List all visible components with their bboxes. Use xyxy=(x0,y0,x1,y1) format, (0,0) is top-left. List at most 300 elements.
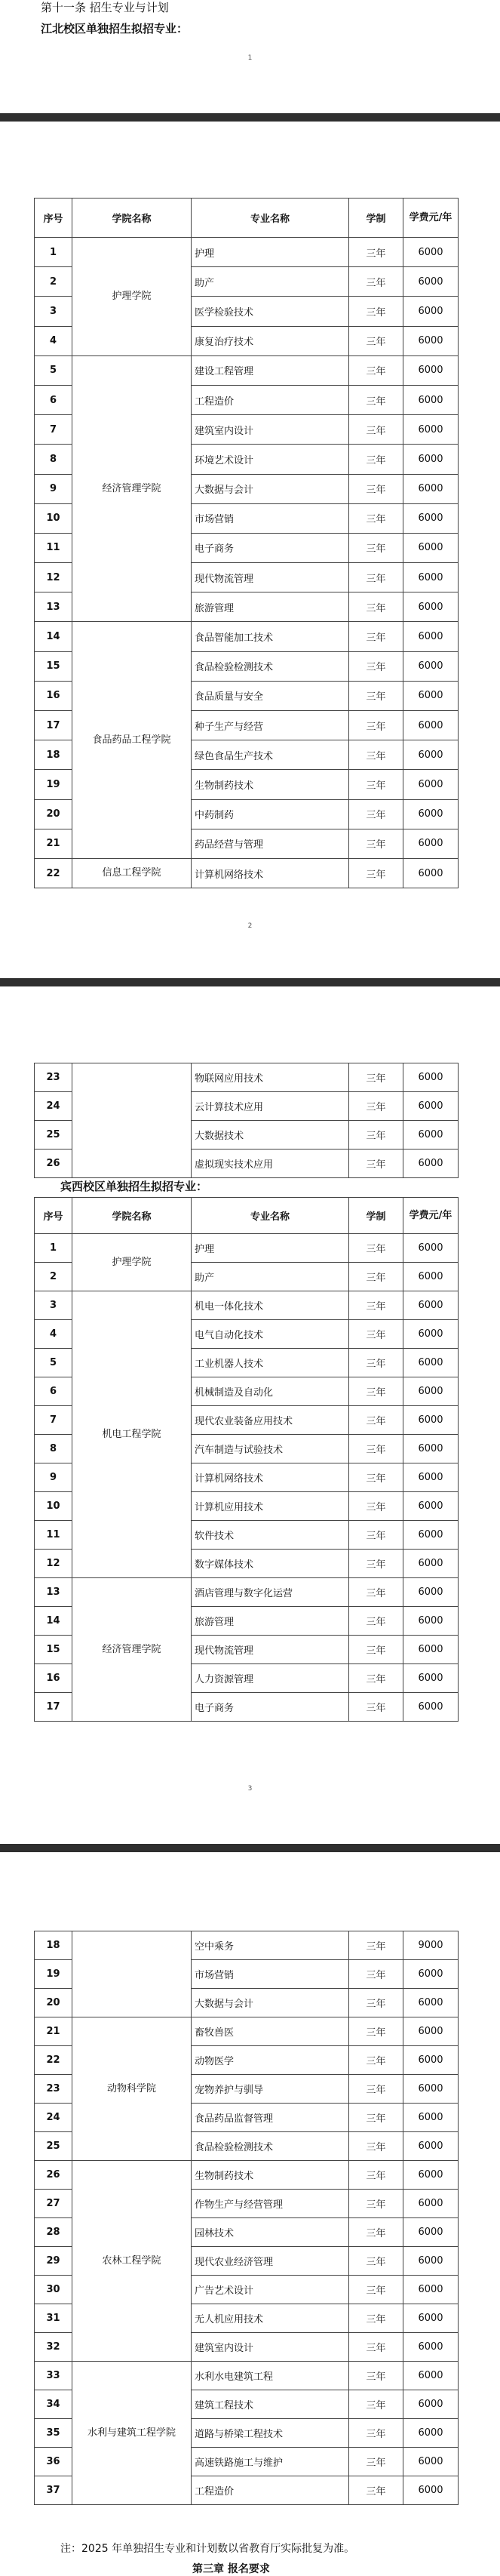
row-number: 5 xyxy=(35,355,72,385)
duration: 三年 xyxy=(349,1291,403,1320)
row-number: 22 xyxy=(35,2046,72,2075)
table-row xyxy=(35,858,459,888)
row-number: 23 xyxy=(35,2075,72,2104)
duration: 三年 xyxy=(349,2218,403,2247)
tuition-fee: 6000 xyxy=(403,740,459,770)
duration: 三年 xyxy=(349,2247,403,2276)
college-name: 食品药品工程学院 xyxy=(72,622,192,859)
major-name: 医学检验技术 xyxy=(192,297,349,326)
major-name: 宠物养护与驯导 xyxy=(192,2075,349,2104)
major-name: 无人机应用技术 xyxy=(192,2304,349,2333)
row-number: 16 xyxy=(35,681,72,710)
major-name: 药品经营与管理 xyxy=(192,829,349,858)
table-row xyxy=(35,1291,459,1320)
tuition-fee: 6000 xyxy=(403,415,459,445)
row-number: 19 xyxy=(35,1960,72,1989)
major-table-binxi-continued xyxy=(34,1931,459,2505)
table-row xyxy=(35,2161,459,2190)
duration: 三年 xyxy=(349,355,403,385)
row-number: 1 xyxy=(35,1234,72,1263)
tuition-fee: 6000 xyxy=(403,2075,459,2104)
major-table-jiangbei xyxy=(34,198,459,888)
tuition-fee: 6000 xyxy=(403,2333,459,2362)
duration: 三年 xyxy=(349,1960,403,1989)
table-row xyxy=(35,622,459,651)
college-name: 动物科学院 xyxy=(72,2017,192,2161)
major-name: 食品检验检测技术 xyxy=(192,651,349,681)
row-number: 33 xyxy=(35,2362,72,2390)
tuition-fee: 6000 xyxy=(403,1636,459,1664)
row-number: 6 xyxy=(35,385,72,414)
tuition-fee: 6000 xyxy=(403,2218,459,2247)
row-number: 3 xyxy=(35,297,72,326)
duration: 三年 xyxy=(349,592,403,622)
tuition-fee: 6000 xyxy=(403,1492,459,1521)
tuition-fee: 6000 xyxy=(403,799,459,829)
row-number: 7 xyxy=(35,415,72,445)
duration: 三年 xyxy=(349,1636,403,1664)
major-name: 食品药品监督管理 xyxy=(192,2104,349,2132)
row-number: 8 xyxy=(35,445,72,474)
duration: 三年 xyxy=(349,2276,403,2304)
tuition-fee: 6000 xyxy=(403,829,459,858)
major-name: 旅游管理 xyxy=(192,1607,349,1636)
table-row xyxy=(35,1063,459,1092)
page-divider xyxy=(0,1844,500,1852)
duration: 三年 xyxy=(349,503,403,533)
tuition-fee: 6000 xyxy=(403,1578,459,1607)
row-number: 5 xyxy=(35,1349,72,1377)
major-table-binxi xyxy=(34,1197,459,1722)
major-name: 助产 xyxy=(192,1263,349,1291)
duration: 三年 xyxy=(349,2390,403,2419)
header-fee-label: 学费元/年 xyxy=(409,211,452,223)
major-name: 水利水电建筑工程 xyxy=(192,2362,349,2390)
campus-heading-binxi: 宾西校区单独招生拟招专业： xyxy=(60,1180,208,1193)
table-header-row xyxy=(35,1198,459,1234)
duration: 三年 xyxy=(349,2017,403,2046)
table-row xyxy=(35,1931,459,1960)
tuition-fee: 6000 xyxy=(403,1092,459,1121)
major-name: 生物制药技术 xyxy=(192,770,349,799)
duration: 三年 xyxy=(349,1320,403,1349)
major-table-jiangbei-continued xyxy=(34,1063,459,1178)
header-fee xyxy=(403,1198,459,1234)
tuition-fee: 6000 xyxy=(403,297,459,326)
row-number: 15 xyxy=(35,651,72,681)
duration: 三年 xyxy=(349,2132,403,2161)
footnote: 注：2025 年单独招生专业和计划数以省教育厅实际批复为准。 xyxy=(60,2543,355,2555)
row-number: 26 xyxy=(35,2161,72,2190)
duration: 三年 xyxy=(349,2190,403,2218)
duration: 三年 xyxy=(349,1607,403,1636)
duration: 三年 xyxy=(349,1263,403,1291)
tuition-fee: 6000 xyxy=(403,267,459,297)
major-name: 建筑室内设计 xyxy=(192,2333,349,2362)
duration: 三年 xyxy=(349,1550,403,1578)
header-no: 序号 xyxy=(35,1198,72,1234)
tuition-fee: 6000 xyxy=(403,1121,459,1150)
row-number: 25 xyxy=(35,1121,72,1150)
duration: 三年 xyxy=(349,326,403,355)
major-name: 中药制药 xyxy=(192,799,349,829)
major-name: 高速铁路施工与维护 xyxy=(192,2448,349,2476)
college-name: 信息工程学院 xyxy=(72,858,192,888)
tuition-fee: 6000 xyxy=(403,1063,459,1092)
duration: 三年 xyxy=(349,2104,403,2132)
row-number: 20 xyxy=(35,1989,72,2017)
major-name: 数字媒体技术 xyxy=(192,1550,349,1578)
major-name: 食品检验检测技术 xyxy=(192,2132,349,2161)
duration: 三年 xyxy=(349,829,403,858)
major-name: 广告艺术设计 xyxy=(192,2276,349,2304)
tuition-fee: 6000 xyxy=(403,711,459,740)
header-no: 序号 xyxy=(35,199,72,238)
duration: 三年 xyxy=(349,445,403,474)
row-number: 18 xyxy=(35,740,72,770)
tuition-fee: 6000 xyxy=(403,2247,459,2276)
row-number: 24 xyxy=(35,1092,72,1121)
major-name: 作物生产与经营管理 xyxy=(192,2190,349,2218)
tuition-fee: 6000 xyxy=(403,1435,459,1463)
row-number: 26 xyxy=(35,1150,72,1178)
major-name: 电子商务 xyxy=(192,533,349,562)
row-number: 4 xyxy=(35,1320,72,1349)
row-number: 18 xyxy=(35,1931,72,1960)
row-number: 7 xyxy=(35,1406,72,1435)
table-row xyxy=(35,1234,459,1263)
duration: 三年 xyxy=(349,415,403,445)
major-name: 机电一体化技术 xyxy=(192,1291,349,1320)
major-name: 云计算技术应用 xyxy=(192,1092,349,1121)
duration: 三年 xyxy=(349,533,403,562)
duration: 三年 xyxy=(349,1150,403,1178)
duration: 三年 xyxy=(349,1521,403,1550)
major-name: 大数据技术 xyxy=(192,1121,349,1150)
tuition-fee: 6000 xyxy=(403,1521,459,1550)
duration: 三年 xyxy=(349,2046,403,2075)
tuition-fee: 6000 xyxy=(403,1349,459,1377)
major-name: 建筑工程技术 xyxy=(192,2390,349,2419)
row-number: 14 xyxy=(35,1607,72,1636)
duration: 三年 xyxy=(349,1989,403,2017)
tuition-fee: 6000 xyxy=(403,2132,459,2161)
row-number: 12 xyxy=(35,1550,72,1578)
college-name: 护理学院 xyxy=(72,1234,192,1291)
college-name: 水利与建筑工程学院 xyxy=(72,2362,192,2505)
tuition-fee: 9000 xyxy=(403,1931,459,1960)
college-name: 经济管理学院 xyxy=(72,1578,192,1722)
row-number: 32 xyxy=(35,2333,72,2362)
tuition-fee: 6000 xyxy=(403,1693,459,1722)
row-number: 1 xyxy=(35,238,72,267)
table-row xyxy=(35,2017,459,2046)
article-title: 第十一条 招生专业与计划 xyxy=(41,1,169,14)
major-name: 电子商务 xyxy=(192,1693,349,1722)
row-number: 4 xyxy=(35,326,72,355)
tuition-fee: 6000 xyxy=(403,2161,459,2190)
major-name: 生物制药技术 xyxy=(192,2161,349,2190)
table-header-row xyxy=(35,199,459,238)
duration: 三年 xyxy=(349,2333,403,2362)
tuition-fee: 6000 xyxy=(403,1150,459,1178)
duration: 三年 xyxy=(349,1063,403,1092)
duration: 三年 xyxy=(349,1578,403,1607)
row-number: 3 xyxy=(35,1291,72,1320)
tuition-fee: 6000 xyxy=(403,651,459,681)
tuition-fee: 6000 xyxy=(403,1291,459,1320)
row-number: 9 xyxy=(35,1463,72,1492)
major-name: 动物医学 xyxy=(192,2046,349,2075)
tuition-fee: 6000 xyxy=(403,681,459,710)
major-name: 道路与桥梁工程技术 xyxy=(192,2419,349,2448)
major-name: 旅游管理 xyxy=(192,592,349,622)
duration: 三年 xyxy=(349,1234,403,1263)
tuition-fee: 6000 xyxy=(403,770,459,799)
tuition-fee: 6000 xyxy=(403,326,459,355)
duration: 三年 xyxy=(349,799,403,829)
row-number: 17 xyxy=(35,1693,72,1722)
major-name: 园林技术 xyxy=(192,2218,349,2247)
tuition-fee: 6000 xyxy=(403,2448,459,2476)
tuition-fee: 6000 xyxy=(403,1989,459,2017)
tuition-fee: 6000 xyxy=(403,2104,459,2132)
college-name: 机电工程学院 xyxy=(72,1291,192,1578)
row-number: 17 xyxy=(35,711,72,740)
row-number: 9 xyxy=(35,474,72,503)
major-name: 虚拟现实技术应用 xyxy=(192,1150,349,1178)
row-number: 2 xyxy=(35,267,72,297)
tuition-fee: 6000 xyxy=(403,2046,459,2075)
tuition-fee: 6000 xyxy=(403,2017,459,2046)
college-name xyxy=(72,1063,192,1178)
row-number: 36 xyxy=(35,2448,72,2476)
page-number: 2 xyxy=(247,922,253,930)
duration: 三年 xyxy=(349,2075,403,2104)
duration: 三年 xyxy=(349,1492,403,1521)
duration: 三年 xyxy=(349,385,403,414)
duration: 三年 xyxy=(349,681,403,710)
duration: 三年 xyxy=(349,651,403,681)
tuition-fee: 6000 xyxy=(403,592,459,622)
major-name: 工程造价 xyxy=(192,385,349,414)
row-number: 6 xyxy=(35,1377,72,1406)
duration: 三年 xyxy=(349,770,403,799)
duration: 三年 xyxy=(349,1664,403,1693)
duration: 三年 xyxy=(349,267,403,297)
row-number: 25 xyxy=(35,2132,72,2161)
header-duration: 学制 xyxy=(349,199,403,238)
duration: 三年 xyxy=(349,563,403,592)
row-number: 35 xyxy=(35,2419,72,2448)
row-number: 15 xyxy=(35,1636,72,1664)
tuition-fee: 6000 xyxy=(403,474,459,503)
major-name: 护理 xyxy=(192,1234,349,1263)
duration: 三年 xyxy=(349,1435,403,1463)
row-number: 24 xyxy=(35,2104,72,2132)
major-name: 现代农业装备应用技术 xyxy=(192,1406,349,1435)
row-number: 20 xyxy=(35,799,72,829)
row-number: 16 xyxy=(35,1664,72,1693)
duration: 三年 xyxy=(349,711,403,740)
page-divider xyxy=(0,113,500,122)
row-number: 2 xyxy=(35,1263,72,1291)
tuition-fee: 6000 xyxy=(403,238,459,267)
major-name: 电气自动化技术 xyxy=(192,1320,349,1349)
duration: 三年 xyxy=(349,1931,403,1960)
table-row xyxy=(35,355,459,385)
campus-heading-jiangbei: 江北校区单独招生拟招专业： xyxy=(41,22,189,35)
next-chapter-heading: 第三章 报名要求 xyxy=(192,2563,270,2575)
tuition-fee: 6000 xyxy=(403,533,459,562)
duration: 三年 xyxy=(349,1377,403,1406)
header-major: 专业名称 xyxy=(192,1198,349,1234)
tuition-fee: 6000 xyxy=(403,1406,459,1435)
college-name xyxy=(72,1931,192,2017)
tuition-fee: 6000 xyxy=(403,1607,459,1636)
major-name: 工业机器人技术 xyxy=(192,1349,349,1377)
major-name: 环境艺术设计 xyxy=(192,445,349,474)
duration: 三年 xyxy=(349,2419,403,2448)
major-name: 建筑室内设计 xyxy=(192,415,349,445)
row-number: 23 xyxy=(35,1063,72,1092)
duration: 三年 xyxy=(349,740,403,770)
tuition-fee: 6000 xyxy=(403,858,459,888)
major-name: 人力资源管理 xyxy=(192,1664,349,1693)
major-name: 建设工程管理 xyxy=(192,355,349,385)
major-name: 机械制造及自动化 xyxy=(192,1377,349,1406)
college-name: 农林工程学院 xyxy=(72,2161,192,2362)
tuition-fee: 6000 xyxy=(403,1263,459,1291)
major-name: 工程造价 xyxy=(192,2476,349,2505)
duration: 三年 xyxy=(349,474,403,503)
major-name: 市场营销 xyxy=(192,503,349,533)
duration: 三年 xyxy=(349,1092,403,1121)
major-name: 汽车制造与试验技术 xyxy=(192,1435,349,1463)
major-name: 食品质量与安全 xyxy=(192,681,349,710)
major-name: 现代物流管理 xyxy=(192,1636,349,1664)
major-name: 计算机网络技术 xyxy=(192,1463,349,1492)
tuition-fee: 6000 xyxy=(403,2476,459,2505)
header-fee-label: 学费元/年 xyxy=(409,1209,452,1221)
duration: 三年 xyxy=(349,1693,403,1722)
duration: 三年 xyxy=(349,622,403,651)
row-number: 28 xyxy=(35,2218,72,2247)
row-number: 34 xyxy=(35,2390,72,2419)
major-name: 计算机网络技术 xyxy=(192,858,349,888)
page-divider xyxy=(0,978,500,986)
tuition-fee: 6000 xyxy=(403,1320,459,1349)
table-row xyxy=(35,2362,459,2390)
tuition-fee: 6000 xyxy=(403,355,459,385)
row-number: 11 xyxy=(35,1521,72,1550)
major-name: 计算机应用技术 xyxy=(192,1492,349,1521)
header-college: 学院名称 xyxy=(72,199,192,238)
row-number: 10 xyxy=(35,1492,72,1521)
major-name: 空中乘务 xyxy=(192,1931,349,1960)
row-number: 21 xyxy=(35,829,72,858)
header-fee xyxy=(403,199,459,238)
college-name: 经济管理学院 xyxy=(72,355,192,622)
duration: 三年 xyxy=(349,2476,403,2505)
duration: 三年 xyxy=(349,858,403,888)
header-major: 专业名称 xyxy=(192,199,349,238)
row-number: 8 xyxy=(35,1435,72,1463)
major-name: 绿色食品生产技术 xyxy=(192,740,349,770)
duration: 三年 xyxy=(349,238,403,267)
page-number: 3 xyxy=(247,1785,253,1793)
tuition-fee: 6000 xyxy=(403,385,459,414)
major-name: 食品智能加工技术 xyxy=(192,622,349,651)
row-number: 30 xyxy=(35,2276,72,2304)
table-row xyxy=(35,1578,459,1607)
duration: 三年 xyxy=(349,1406,403,1435)
duration: 三年 xyxy=(349,297,403,326)
major-name: 市场营销 xyxy=(192,1960,349,1989)
tuition-fee: 6000 xyxy=(403,445,459,474)
table-row xyxy=(35,238,459,267)
major-name: 护理 xyxy=(192,238,349,267)
header-college: 学院名称 xyxy=(72,1198,192,1234)
duration: 三年 xyxy=(349,2304,403,2333)
tuition-fee: 6000 xyxy=(403,1377,459,1406)
row-number: 11 xyxy=(35,533,72,562)
major-name: 畜牧兽医 xyxy=(192,2017,349,2046)
row-number: 21 xyxy=(35,2017,72,2046)
major-name: 现代物流管理 xyxy=(192,563,349,592)
row-number: 12 xyxy=(35,563,72,592)
duration: 三年 xyxy=(349,1349,403,1377)
tuition-fee: 6000 xyxy=(403,2190,459,2218)
college-name: 护理学院 xyxy=(72,238,192,356)
tuition-fee: 6000 xyxy=(403,1960,459,1989)
tuition-fee: 6000 xyxy=(403,2276,459,2304)
tuition-fee: 6000 xyxy=(403,2304,459,2333)
tuition-fee: 6000 xyxy=(403,622,459,651)
duration: 三年 xyxy=(349,1121,403,1150)
duration: 三年 xyxy=(349,2362,403,2390)
tuition-fee: 6000 xyxy=(403,2390,459,2419)
row-number: 14 xyxy=(35,622,72,651)
header-duration: 学制 xyxy=(349,1198,403,1234)
page-number: 1 xyxy=(247,54,253,62)
tuition-fee: 6000 xyxy=(403,1234,459,1263)
major-name: 康复治疗技术 xyxy=(192,326,349,355)
row-number: 22 xyxy=(35,858,72,888)
tuition-fee: 6000 xyxy=(403,1550,459,1578)
major-name: 大数据与会计 xyxy=(192,1989,349,2017)
row-number: 13 xyxy=(35,1578,72,1607)
row-number: 19 xyxy=(35,770,72,799)
major-name: 种子生产与经营 xyxy=(192,711,349,740)
major-name: 酒店管理与数字化运营 xyxy=(192,1578,349,1607)
major-name: 现代农业经济管理 xyxy=(192,2247,349,2276)
row-number: 27 xyxy=(35,2190,72,2218)
duration: 三年 xyxy=(349,1463,403,1492)
major-name: 软件技术 xyxy=(192,1521,349,1550)
tuition-fee: 6000 xyxy=(403,503,459,533)
major-name: 助产 xyxy=(192,267,349,297)
duration: 三年 xyxy=(349,2161,403,2190)
tuition-fee: 6000 xyxy=(403,1463,459,1492)
duration: 三年 xyxy=(349,2448,403,2476)
tuition-fee: 6000 xyxy=(403,2419,459,2448)
tuition-fee: 6000 xyxy=(403,2362,459,2390)
major-name: 大数据与会计 xyxy=(192,474,349,503)
row-number: 31 xyxy=(35,2304,72,2333)
row-number: 29 xyxy=(35,2247,72,2276)
row-number: 13 xyxy=(35,592,72,622)
